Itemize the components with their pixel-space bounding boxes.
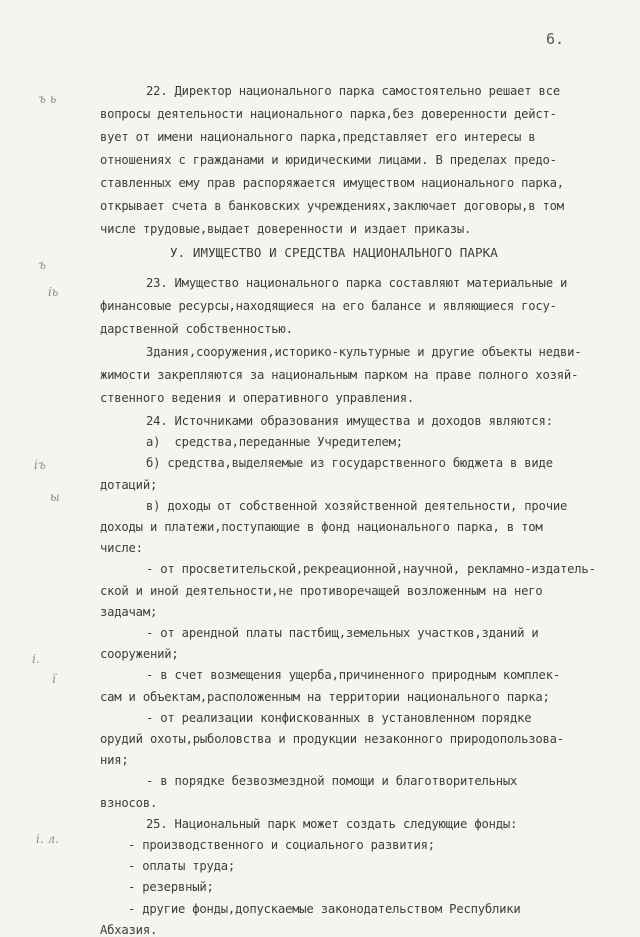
text-line: - другие фонды,допускаемые законодательством Республики (128, 901, 521, 916)
margin-mark: іь (48, 285, 59, 299)
text-line: Здания,сооружения,историко-культурные и другие объекты недви- (146, 345, 582, 359)
margin-mark: іъ (34, 458, 46, 472)
text-line: вует от имени национального парка,представляет его интересы в (100, 130, 536, 144)
text-line: - в счет возмещения ущерба,причиненного природным комплек- (146, 668, 560, 683)
text-line: - от реализации конфискованных в установленном порядке (146, 710, 532, 725)
margin-mark: ї (52, 672, 56, 686)
text-line: - производственного и социального развития; (128, 838, 435, 852)
text-line: 22. Директор национального парка самостоятельно решает все (146, 84, 560, 98)
text-line: - от просветительской,рекреационной,научной, рекламно-издатель- (146, 562, 596, 577)
text-line: 23. Имущество национального парка составляют материальные и (146, 276, 568, 290)
margin-mark: ъ ь (38, 92, 57, 106)
text-line: доходы и платежи,поступающие в фонд национального парка, в том (100, 520, 543, 534)
text-line: финансовые ресурсы,находящиеся на его балансе и являющиеся госу- (100, 299, 557, 313)
text-line: ской и иной деятельности,не противоречащей возложенным на него (100, 583, 543, 598)
margin-mark: і. л. (36, 832, 59, 846)
text-line: числе: (100, 541, 143, 556)
text-line: - резервный; (128, 880, 214, 895)
text-line: вопросы деятельности национального парка,без доверенности дейст- (100, 107, 557, 121)
text-line: - от арендной платы пастбищ,земельных участков,зданий и (146, 626, 539, 640)
margin-mark: ъ (38, 258, 46, 272)
margin-mark: ы (50, 490, 60, 504)
text-line: дотаций; (100, 477, 158, 492)
text-line: 25. Национальный парк может создать следующие фонды: (146, 816, 518, 831)
section-title: У. ИМУЩЕСТВО И СРЕДСТВА НАЦИОНАЛЬНОГО ПАРКА (170, 245, 498, 260)
text-line: отношениях с гражданами и юридическими лицами. В пределах предо- (100, 153, 557, 167)
text-line: взносов. (100, 795, 158, 810)
text-line: числе трудовые,выдает доверенности и издает приказы. (100, 222, 472, 236)
text-line: б) средства,выделяемые из государственного бюджета в виде (146, 456, 553, 471)
page-number: 6. (546, 30, 565, 48)
text-line: жимости закрепляются за национальным парком на праве полного хозяй- (100, 368, 579, 382)
text-line: дарственной собственностью. (100, 322, 293, 336)
text-line: - в порядке безвозмездной помощи и благотворительных (146, 774, 518, 789)
text-line: ственного ведения и оперативного управления. (100, 391, 415, 405)
text-line: Абхазия. (100, 922, 158, 937)
text-line: ставленных ему прав распоряжается имуществом национального парка, (100, 176, 564, 190)
margin-mark: і. (32, 652, 40, 666)
text-line: в) доходы от собственной хозяйственной деятельности, прочие (146, 498, 568, 513)
text-line: а) средства,переданные Учредителем; (146, 435, 403, 450)
text-line: - оплаты труда; (128, 859, 236, 874)
text-line: ния; (100, 753, 129, 768)
text-line: сооружений; (100, 647, 179, 662)
text-line: 24. Источниками образования имущества и доходов являются: (146, 414, 553, 428)
text-line: открывает счета в банковских учреждениях,заключает договоры,в том (100, 199, 564, 213)
text-line: орудий охоты,рыболовства и продукции незаконного природопользова- (100, 732, 564, 746)
text-line: сам и объектам,расположенным на территории национального парка; (100, 689, 550, 704)
text-line: задачам; (100, 604, 158, 619)
